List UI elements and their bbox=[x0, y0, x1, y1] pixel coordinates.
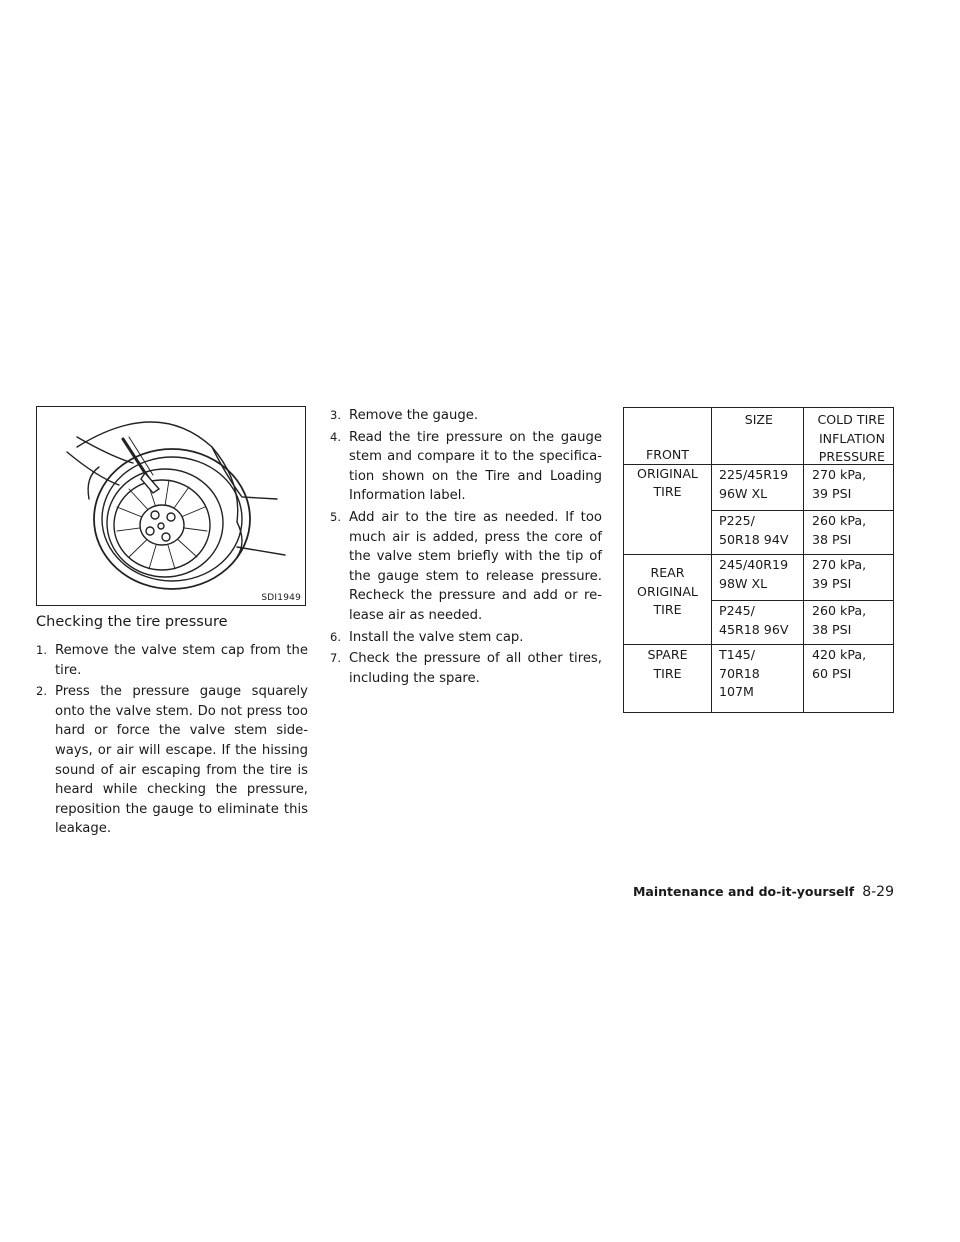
cell-pressure: 270 kPa, 39 PSI bbox=[812, 467, 867, 501]
step-item bbox=[330, 428, 602, 506]
step-number: 3. bbox=[330, 408, 341, 422]
row-label-front: FRONT ORIGINAL TIRE bbox=[637, 447, 698, 499]
tire-pressure-table bbox=[623, 407, 894, 713]
step-text: Add air to the tire as needed. If too much air is added, press the core of the valve stem briefly with the tip of the gauge stem to release pressure. Recheck the pressure and add or re-lease air as needed. bbox=[349, 509, 602, 623]
step-item bbox=[330, 649, 602, 688]
tire-gauge-figure bbox=[36, 406, 306, 606]
step-text: Remove the gauge. bbox=[349, 408, 479, 423]
cell-size: 245/40R19 98W XL bbox=[719, 557, 789, 591]
page-number: 8-29 bbox=[862, 884, 894, 900]
cell-size: P225/ 50R18 94V bbox=[719, 513, 789, 547]
cell-pressure: 260 kPa, 38 PSI bbox=[812, 513, 867, 547]
footer-section-title: Maintenance and do-it-yourself bbox=[632, 884, 855, 899]
figure-code: SDI1949 bbox=[261, 593, 301, 603]
header-pressure: COLD TIRE INFLATION PRESSURE bbox=[817, 412, 885, 464]
cell-pressure: 420 kPa, 60 PSI bbox=[812, 647, 867, 681]
table-divider bbox=[711, 408, 712, 712]
page-footer bbox=[633, 884, 894, 900]
step-number: 6. bbox=[330, 629, 341, 644]
step-item bbox=[36, 682, 308, 839]
step-number: 1. bbox=[36, 643, 47, 657]
row-label-rear: REAR ORIGINAL TIRE bbox=[637, 565, 698, 617]
step-text: Remove the valve stem cap from the tire. bbox=[55, 643, 308, 678]
step-item bbox=[330, 628, 602, 648]
cell-size: T145/ 70R18 107M bbox=[719, 647, 760, 699]
step-number: 2. bbox=[36, 684, 47, 699]
cell-pressure: 270 kPa, 39 PSI bbox=[812, 557, 867, 591]
cell-pressure: 260 kPa, 38 PSI bbox=[812, 603, 867, 637]
step-text: Install the valve stem cap. bbox=[349, 629, 524, 645]
step-text: Press the pressure gauge squarely onto the valve stem. Do not press too hard or force the valve stem side-ways, or air will escape. If the hissing sound of air escaping from the tire is heard while checking the pressure, reposition the gauge to eliminate this leakage. bbox=[55, 684, 308, 837]
step-item bbox=[36, 641, 308, 680]
step-text: Check the pressure of all other tires, including the spare. bbox=[349, 651, 602, 686]
step-number: 7. bbox=[330, 651, 341, 666]
step-text: Read the tire pressure on the gauge stem and compare it to the specifica-tion shown on the Tire and Loading Information label. bbox=[349, 429, 602, 504]
steps-list-column-2 bbox=[330, 406, 602, 690]
steps-list-column-1 bbox=[36, 641, 308, 841]
tire-pressure-gauge-illustration bbox=[37, 407, 306, 606]
step-item bbox=[330, 406, 602, 426]
step-number: 5. bbox=[330, 509, 341, 524]
header-size: SIZE bbox=[744, 412, 773, 427]
cell-size: P245/ 45R18 96V bbox=[719, 603, 789, 637]
step-item bbox=[330, 508, 602, 626]
cell-size: 225/45R19 96W XL bbox=[719, 467, 789, 501]
section-heading: Checking the tire pressure bbox=[36, 614, 228, 630]
row-label-spare: SPARE TIRE bbox=[647, 647, 688, 681]
step-number: 4. bbox=[330, 429, 341, 444]
